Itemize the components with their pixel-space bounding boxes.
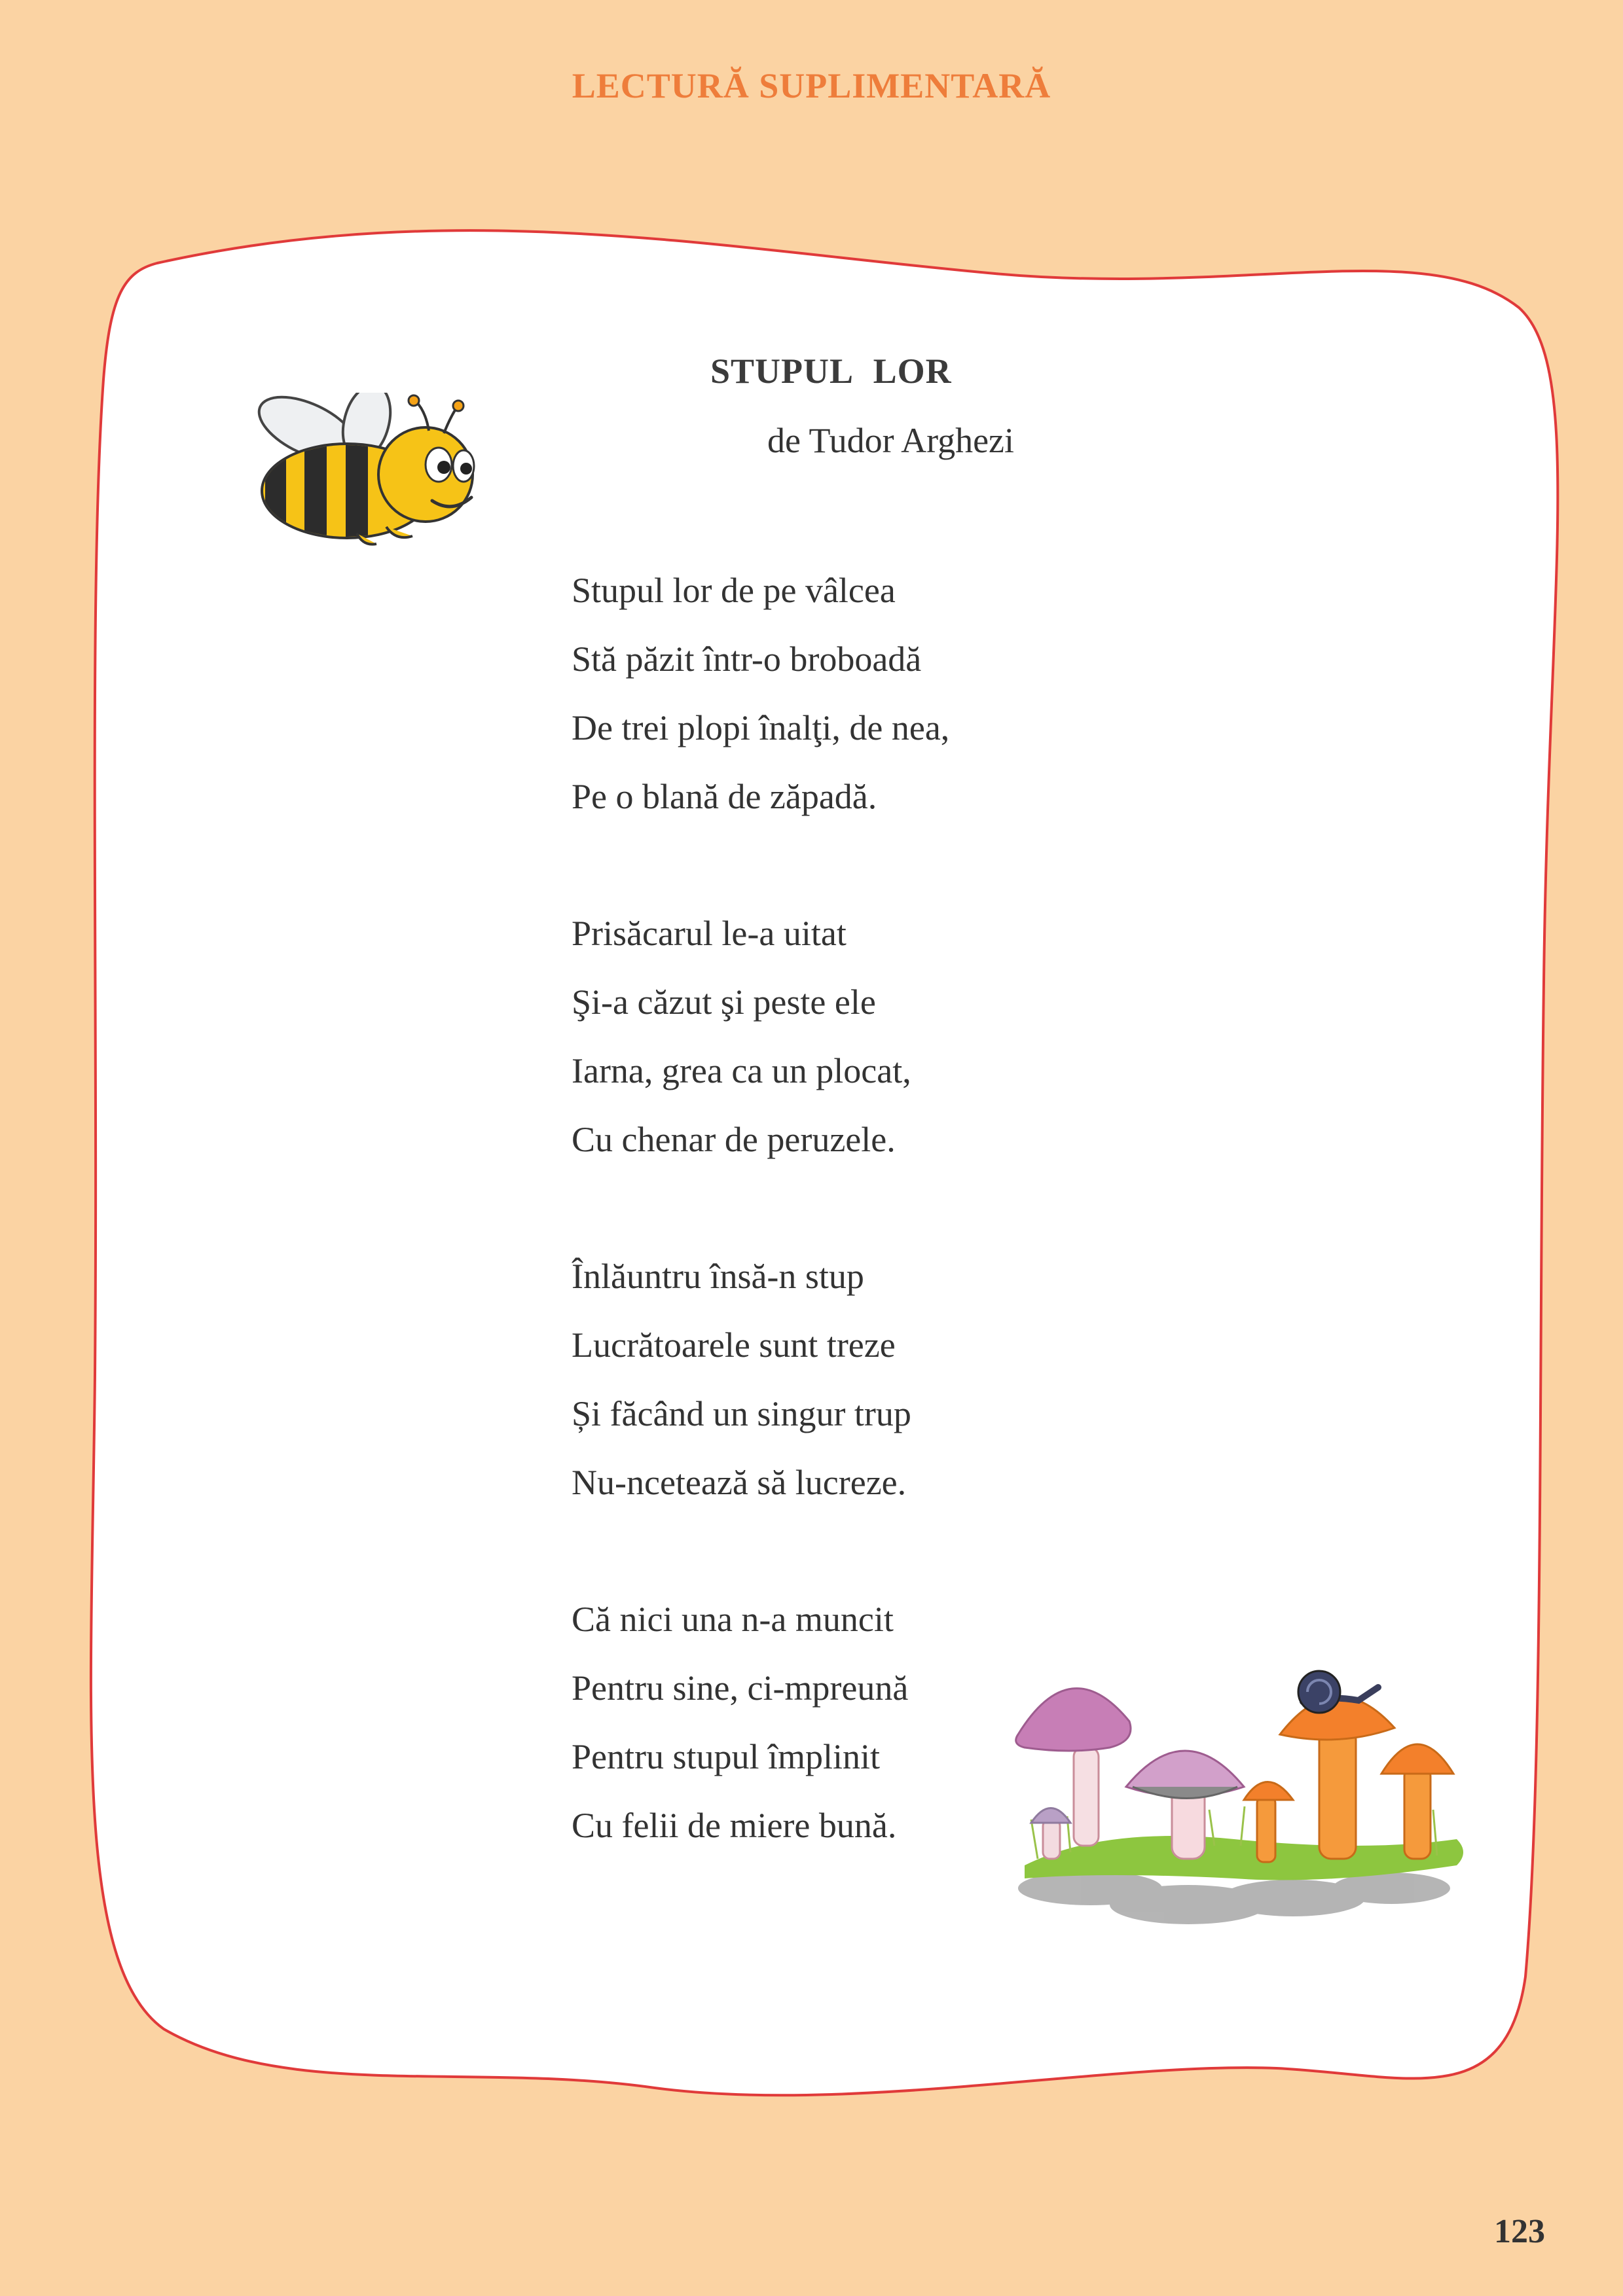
poem-line: Pentru stupul împlinit	[572, 1737, 881, 1776]
poem-line: Stă păzit într-o broboadă	[572, 639, 922, 679]
stanza	[572, 1242, 949, 1517]
poem-line: Stupul lor de pe vâlcea	[572, 571, 896, 610]
poem-title: STUPUL LOR	[710, 351, 952, 391]
mushrooms-icon	[1012, 1656, 1470, 1957]
poem-author: de Tudor Arghezi	[767, 421, 1015, 460]
bee-icon	[236, 393, 484, 550]
stanza	[572, 1585, 949, 1860]
poem-body	[572, 556, 949, 1928]
poem-line: Prisăcarul le-a uitat	[572, 914, 847, 953]
poem-line: Nu-ncetează să lucreze.	[572, 1463, 907, 1502]
poem-line: Şi-a căzut şi peste ele	[572, 982, 876, 1022]
poem-line: Înlăuntru însă-n stup	[572, 1257, 864, 1296]
stanza	[572, 556, 949, 831]
poem-line: Și făcând un singur trup	[572, 1394, 911, 1433]
poem-line: Pentru sine, ci-mpreună	[572, 1668, 909, 1708]
poem-line: Cu felii de miere bună.	[572, 1806, 897, 1845]
poem-line: Pe o blană de zăpadă.	[572, 777, 877, 816]
poem-line: De trei plopi înalţi, de nea,	[572, 708, 950, 747]
section-header: LECTURĂ SUPLIMENTARĂ	[572, 66, 1051, 105]
poem-line: Lucrătoarele sunt treze	[572, 1325, 896, 1365]
poem-line: Cu chenar de peruzele.	[572, 1120, 896, 1159]
poem-line: Iarna, grea ca un plocat,	[572, 1051, 911, 1090]
page-number: 123	[1494, 2213, 1545, 2250]
stanza	[572, 899, 949, 1174]
poem-line: Că nici una n-a muncit	[572, 1600, 894, 1639]
